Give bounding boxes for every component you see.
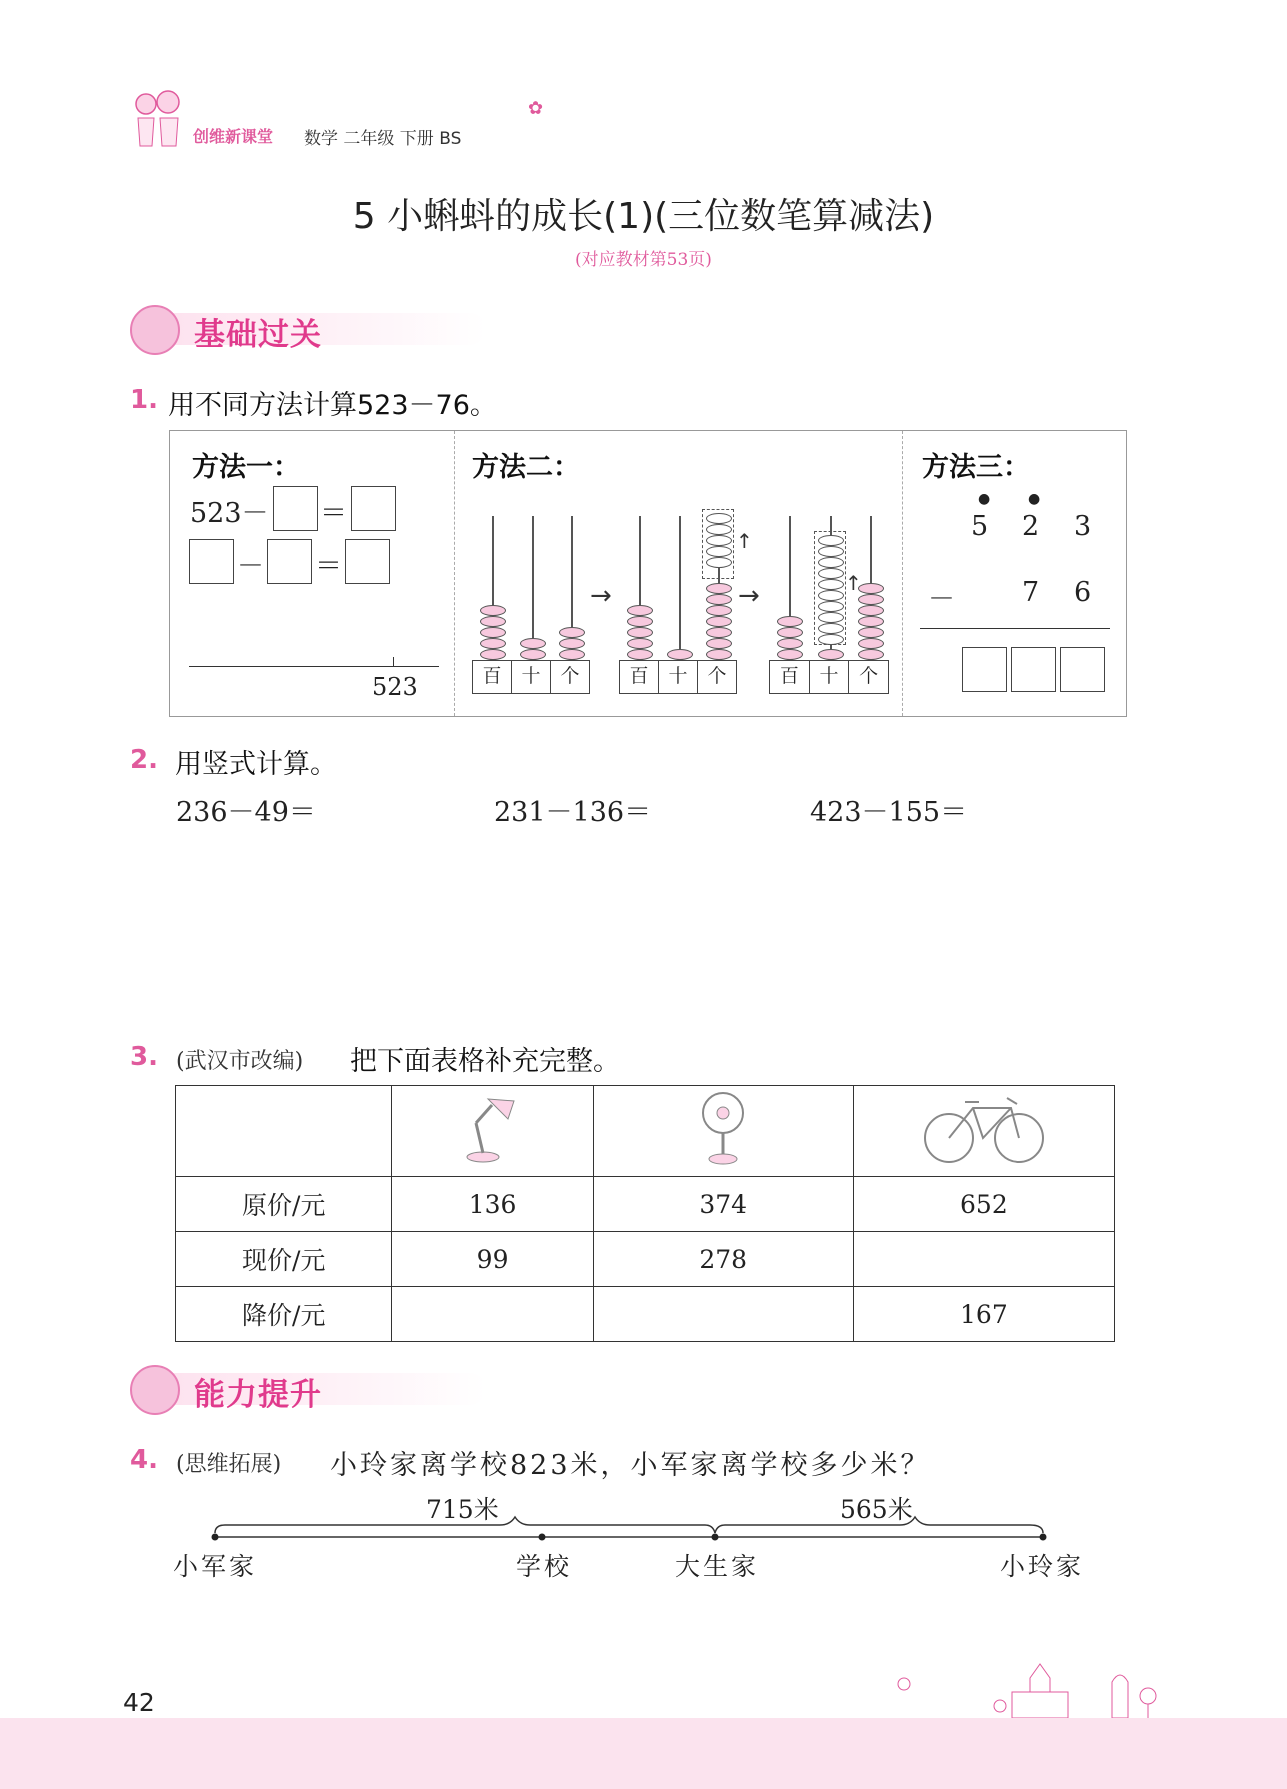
answer-box[interactable] [962, 647, 1007, 692]
digit: 7 [1022, 577, 1040, 608]
method3-title: 方法三： [922, 452, 1030, 483]
abacus-bead [858, 605, 884, 616]
flower-icon: ✿ [528, 98, 544, 119]
borrow-dot: ● [978, 491, 991, 507]
method2-title: 方法二： [472, 452, 580, 483]
abacus-bead [777, 649, 803, 660]
abacus-bead [706, 594, 732, 605]
abacus-rod [679, 516, 681, 661]
desk-lamp-icon [458, 1091, 528, 1165]
table-row [176, 1232, 1115, 1287]
abacus-bead [818, 535, 844, 546]
abacus-bead [818, 546, 844, 557]
answer-box[interactable] [345, 539, 390, 584]
place-ones: 个 [707, 665, 727, 687]
answer-cell[interactable] [392, 1287, 593, 1342]
table-header-row [176, 1086, 1115, 1177]
up-arrow-icon: ↑ [845, 571, 862, 595]
vertical-problem: 231－136＝ [494, 797, 652, 828]
abacus-bead [706, 513, 732, 524]
abacus-bead [777, 627, 803, 638]
table-corner-cell [176, 1086, 392, 1177]
abacus-bead [858, 627, 884, 638]
method1-title: 方法一： [192, 452, 300, 483]
vertical-problem: 423－155＝ [810, 797, 968, 828]
abacus-bead [706, 583, 732, 594]
distance-diagram [200, 1515, 1060, 1555]
table-cell: 652 [853, 1177, 1114, 1232]
section-basic [130, 305, 500, 355]
question-number: 1. [130, 385, 158, 415]
abacus-bead [818, 568, 844, 579]
abacus-bead [818, 612, 844, 623]
question-text: 把下面表格补充完整。 [350, 1046, 620, 1077]
abacus-bead [520, 638, 546, 649]
abacus-bead [667, 649, 693, 660]
abacus-bead [627, 649, 653, 660]
q1-methods-box [169, 430, 1127, 717]
place-hundreds: 百 [770, 661, 810, 693]
abacus-bead [520, 649, 546, 660]
page-title: 5 小蝌蚪的成长(1)(三位数笔算减法) [352, 196, 935, 237]
abacus-bead [480, 616, 506, 627]
abacus-bead [858, 594, 884, 605]
abacus-bead [480, 638, 506, 649]
page-number: 42 [123, 1688, 155, 1717]
abacus-bead [858, 583, 884, 594]
abacus-bead [858, 638, 884, 649]
abacus-bead [818, 579, 844, 590]
abacus-bead [818, 601, 844, 612]
table-header-cell [853, 1086, 1114, 1177]
table-row [176, 1177, 1115, 1232]
abacus-bead [559, 627, 585, 638]
section-label: 能力提升 [194, 1377, 322, 1413]
abacus-bead [706, 535, 732, 546]
table-cell: 136 [392, 1177, 593, 1232]
price-table [175, 1085, 1115, 1342]
number-line [189, 666, 439, 667]
table-cell: 167 [853, 1287, 1114, 1342]
question-number: 2. [130, 745, 158, 775]
answer-cell[interactable] [853, 1232, 1114, 1287]
answer-box[interactable] [1011, 647, 1056, 692]
brand-label: 创维新课堂 [193, 127, 274, 146]
abacus-bead [706, 557, 732, 568]
abacus-bead [706, 638, 732, 649]
abacus-bead [706, 616, 732, 627]
row-label: 原价/元 [176, 1177, 392, 1232]
table-header-cell [392, 1086, 593, 1177]
table-header-cell [593, 1086, 853, 1177]
question-text: 小玲家离学校823米，小军家离学校多少米？ [330, 1450, 931, 1481]
abacus-bead [559, 649, 585, 660]
answer-cell[interactable] [593, 1287, 853, 1342]
question-text: 用不同方法计算523－76。 [168, 390, 497, 421]
section-advanced [130, 1365, 500, 1415]
question-source: (思维拓展) [176, 1452, 282, 1477]
abacus-bead [706, 524, 732, 535]
row-label: 现价/元 [176, 1232, 392, 1287]
abacus-bead [480, 627, 506, 638]
digit: 5 [971, 511, 989, 542]
divider [902, 431, 903, 716]
place-label: 学校 [516, 1552, 573, 1581]
minus-sign: － [928, 584, 955, 615]
abacus-bead [818, 590, 844, 601]
abacus-bead [480, 649, 506, 660]
abacus-bead [706, 649, 732, 660]
vertical-line [920, 628, 1110, 629]
table-row [176, 1287, 1115, 1342]
question-number: 4. [130, 1445, 158, 1475]
digit: 2 [1022, 511, 1040, 542]
question-source: (武汉市改编) [176, 1049, 304, 1074]
minus-sign: － [237, 551, 264, 582]
answer-box[interactable] [267, 539, 312, 584]
borrow-dot: ● [1028, 491, 1041, 507]
question-text: 用竖式计算。 [175, 749, 337, 780]
equals-sign: ＝ [315, 551, 342, 582]
abacus-bead [706, 627, 732, 638]
book-info: 数学 二年级 下册 BS [304, 129, 462, 149]
place-ones: 个 [859, 665, 879, 687]
right-arrow-icon: → [590, 581, 612, 611]
equals-sign: ＝ [320, 498, 347, 529]
place-hundreds: 百 [473, 661, 512, 693]
abacus-bead [627, 627, 653, 638]
divider [454, 431, 455, 716]
place-tens: 十 [512, 661, 551, 693]
section-label: 基础过关 [194, 317, 322, 353]
abacus-bead [818, 634, 844, 645]
abacus-bead [818, 649, 844, 660]
abacus-bead [706, 605, 732, 616]
abacus-bead [777, 616, 803, 627]
abacus-bead [559, 638, 585, 649]
abacus-bead [858, 616, 884, 627]
castle-icon [890, 1648, 1170, 1718]
place-label: 小玲家 [1000, 1552, 1085, 1581]
method1-expr: 523－ [190, 498, 269, 529]
place-value-labels [619, 660, 737, 694]
footer-band [0, 1718, 1287, 1789]
right-arrow-icon: → [738, 581, 760, 611]
page-subtitle: (对应教材第53页) [575, 250, 712, 270]
table-cell: 99 [392, 1232, 593, 1287]
abacus-bead [818, 623, 844, 634]
section-icon [130, 305, 180, 355]
bicycle-icon [921, 1090, 1047, 1166]
abacus-bead [858, 649, 884, 660]
row-label: 降价/元 [176, 1287, 392, 1342]
digit: 6 [1074, 577, 1092, 608]
abacus-bead [627, 638, 653, 649]
place-hundreds: 百 [620, 661, 659, 693]
distance-label: 565米 [840, 1495, 913, 1524]
abacus-bead [480, 605, 506, 616]
abacus-bead [777, 638, 803, 649]
section-icon [130, 1365, 180, 1415]
abacus-bead [706, 546, 732, 557]
table-cell: 374 [593, 1177, 853, 1232]
place-ones: 个 [560, 665, 580, 687]
answer-box[interactable] [1060, 647, 1105, 692]
up-arrow-icon: ↑ [736, 529, 753, 553]
answer-box[interactable] [351, 486, 396, 531]
distance-label: 715米 [426, 1495, 499, 1524]
place-tens: 十 [810, 661, 850, 693]
answer-box[interactable] [189, 539, 234, 584]
mascot-icon [128, 88, 186, 150]
question-number: 3. [130, 1042, 158, 1072]
number-line-tick [393, 657, 394, 667]
number-line-label: 523 [372, 673, 418, 701]
abacus-bead [627, 616, 653, 627]
abacus-bead [627, 605, 653, 616]
place-value-labels [769, 660, 889, 694]
digit: 3 [1074, 511, 1092, 542]
electric-fan-icon [698, 1089, 748, 1167]
abacus-bead [818, 557, 844, 568]
place-tens: 十 [659, 661, 698, 693]
place-value-labels [472, 660, 590, 694]
place-label: 大生家 [675, 1552, 760, 1581]
answer-box[interactable] [273, 486, 318, 531]
place-label: 小军家 [173, 1552, 258, 1581]
table-cell: 278 [593, 1232, 853, 1287]
vertical-problem: 236－49＝ [176, 797, 316, 828]
